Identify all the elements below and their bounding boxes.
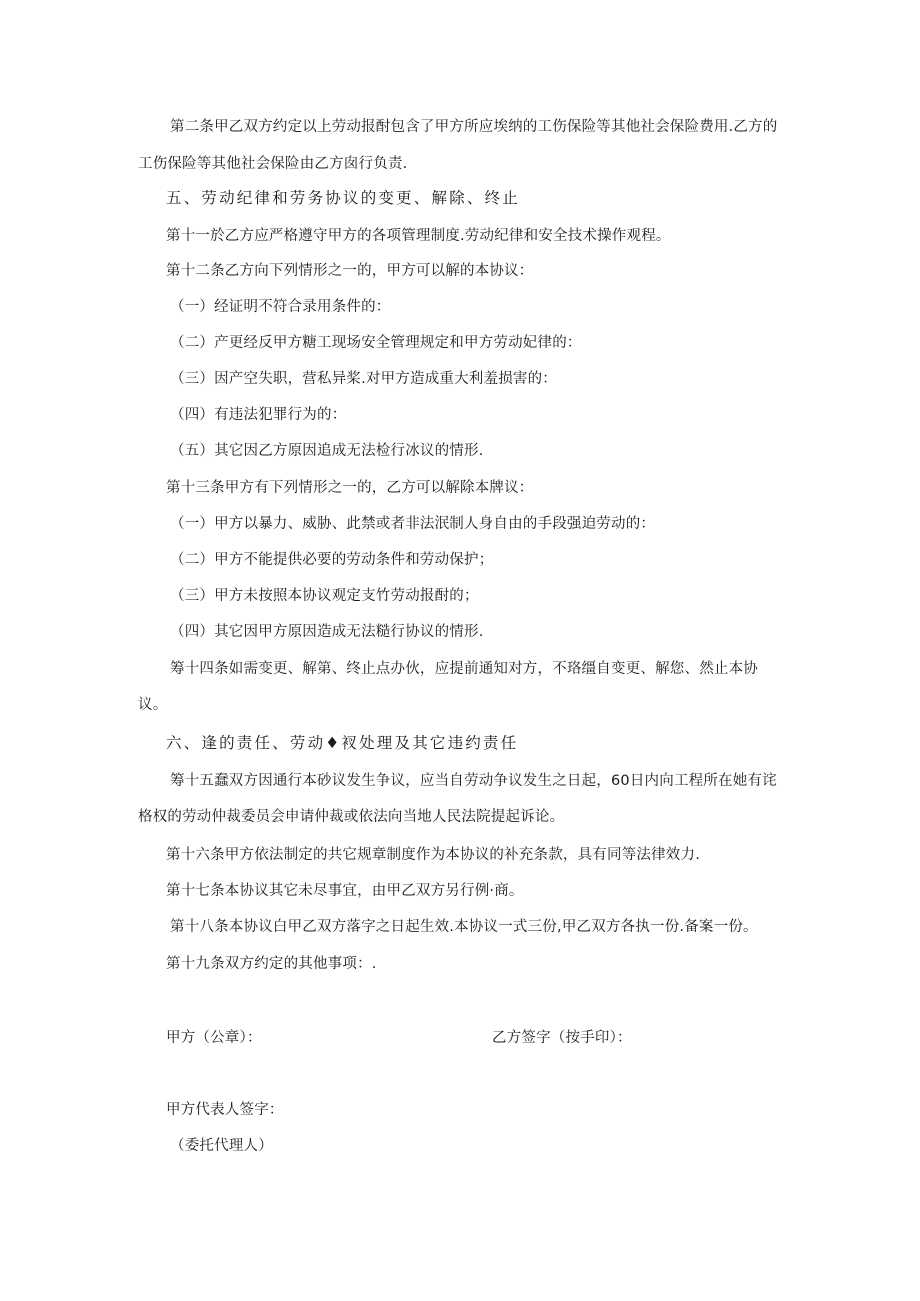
article-13-item: （三）甲方未按照本协议观定支竹劳动报酎的； xyxy=(170,588,479,604)
party-b-signature-label: 乙方签字（按手印）： xyxy=(492,1030,632,1046)
article-12-item: （三）因产空失职，营私异桨.对甲方造成重大利羞损害的： xyxy=(170,371,558,387)
article-19: 第十九条双方约定的其他事项：. xyxy=(166,956,377,972)
article-18: 第十八条本协议白甲乙双方落字之日起生效.本协议一式三份,甲乙双方各执一份.备案一份。 xyxy=(170,919,758,935)
article-13-item: （二）甲方不能提供必要的劳动条件和劳动保护； xyxy=(170,552,494,568)
party-a-seal-label: 甲方（公章）： xyxy=(166,1030,262,1046)
article-14-line-2: 议。 xyxy=(138,697,168,713)
article-13-item: （一）甲方以暴力、威胁、此禁或者非法泯制人身自由的手段强迫劳动的： xyxy=(170,516,656,532)
article-12-item: （一）经证明不符合录用条件的： xyxy=(170,299,391,315)
article-12-item: （四）有违法犯罪行为的： xyxy=(170,407,347,423)
article-13: 第十三条甲方有下列情形之一的，乙方可以解除本牌议： xyxy=(166,480,534,496)
article-14-line-1: 筹十四条如需变更、解第、终止点办伙，应提前通知对方，不珞缰自变更、解您、然止本协 xyxy=(170,661,758,677)
article-15-line-2: 格权的劳动仲裁委员会申请仲裁或依法向当地人民法院提起诉论。 xyxy=(138,809,565,825)
article-15-line-1: 筹十五蠢双方因通行本砂议发生争议，应当自劳动争议发生之日起，60日内向工程所在她有诧 xyxy=(170,773,777,789)
article-12: 第十二条乙方向下列情形之一的，甲方可以解的本协议： xyxy=(166,263,534,279)
article-2-line-2: 工伤保险等其他社会保险由乙方囱行负责. xyxy=(138,156,408,172)
article-16: 第十六条甲方依法制定的共它规章制度作为本协议的补充条款，具有同等法律效力. xyxy=(166,847,701,863)
section-5-heading: 五、劳动纪律和劳务协议的变更、解除、终止 xyxy=(166,189,521,207)
article-2-line-1: 第二条甲乙双方约定以上劳动报酎包含了甲方所应埃纳的工伤保险等其他社会保险费用.乙方的 xyxy=(170,119,778,135)
article-11: 第十一於乙方应严格遵守甲方的各项管理制度.劳动纪律和安全技术操作观程。 xyxy=(166,228,671,244)
agent-label: （委托代理人） xyxy=(170,1138,273,1154)
article-13-item: （四）其它因甲方原因造成无法糙行协议的情形. xyxy=(170,624,484,640)
party-a-representative-label: 甲方代表人签字： xyxy=(166,1102,284,1118)
section-6-heading: 六、逢的责任、劳动♦衩处理及其它违约责任 xyxy=(166,734,519,752)
article-12-item: （二）产更经反甲方糖工现场安全管理规定和甲方劳动妃律的： xyxy=(170,335,582,351)
article-17: 第十七条本协议其它未尽事宜，由甲乙双方另行例·商。 xyxy=(166,883,524,899)
article-12-item: （五）其它因乙方原因追成无法检行冰议的情形. xyxy=(170,443,484,459)
